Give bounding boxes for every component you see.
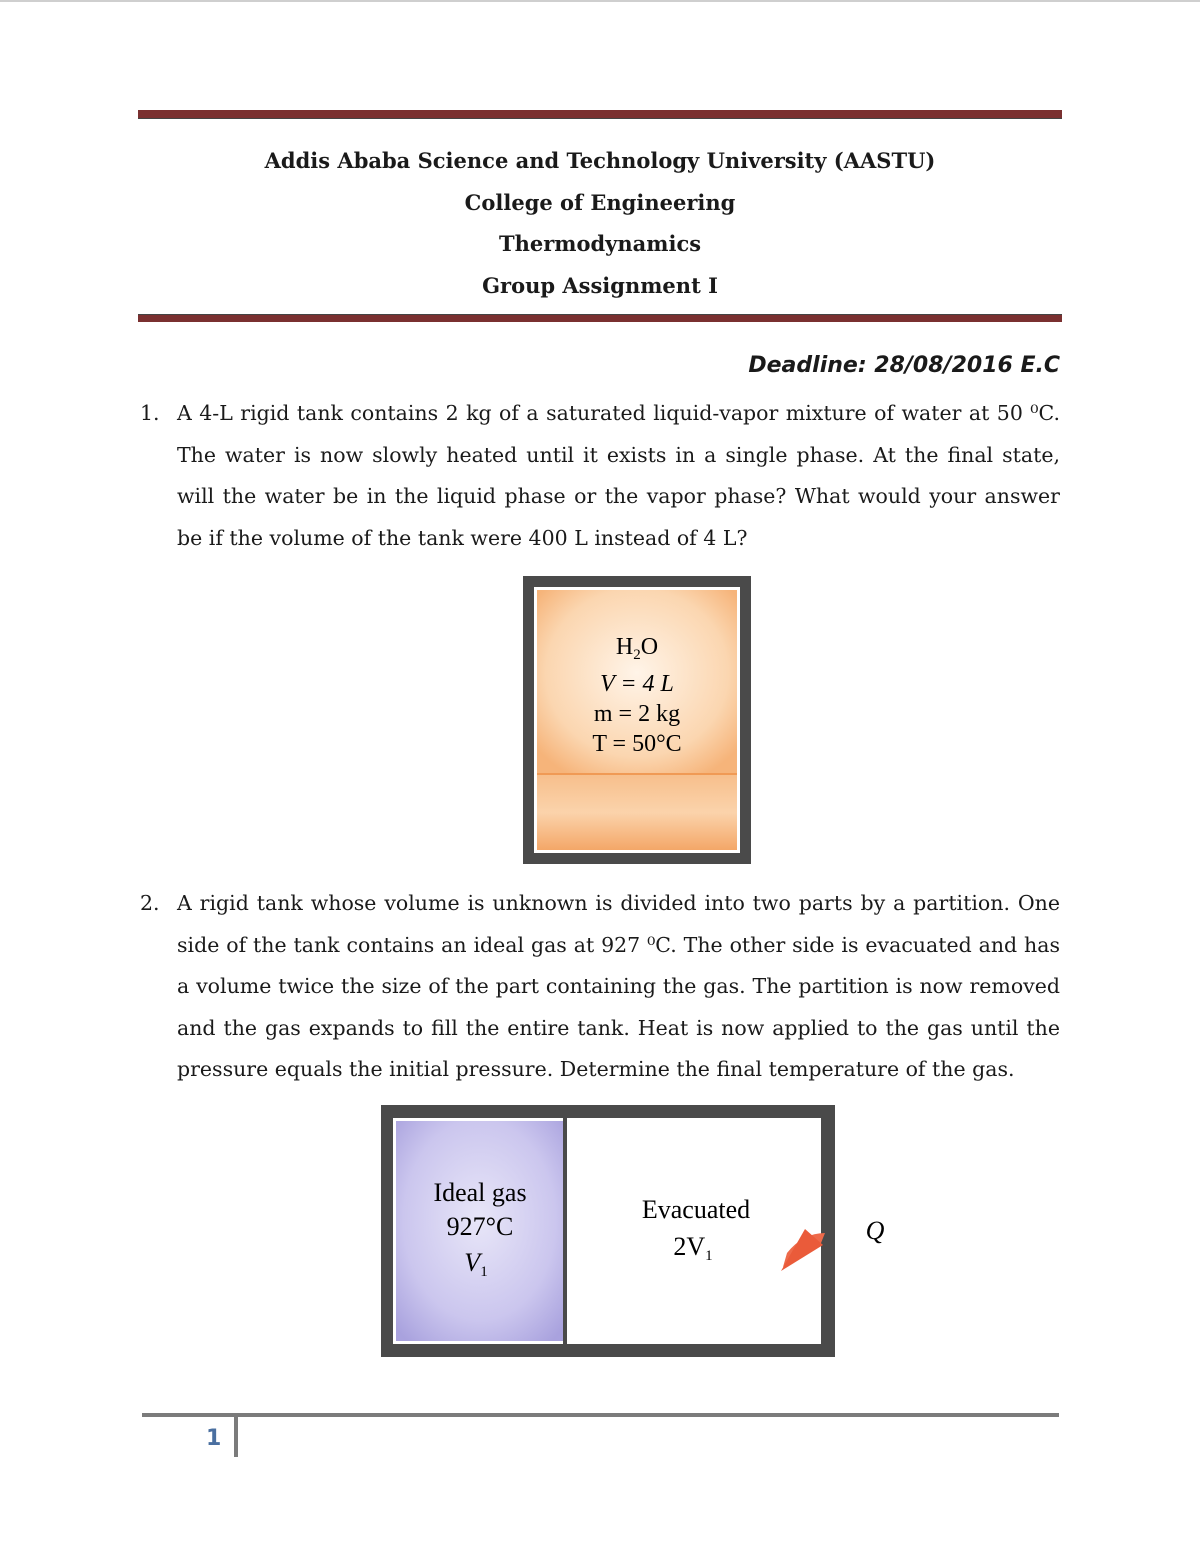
course-title: Thermodynamics: [498, 231, 702, 256]
question-number: 1.: [140, 401, 160, 425]
question-number: 2.: [140, 891, 160, 915]
h2o-label: $H_2O$: [615, 634, 659, 663]
university-title: Addis Ababa Science and Technology University (AASTU): [264, 148, 936, 173]
deadline: Deadline: 28/08/2016 E.C: [748, 353, 1060, 378]
volume-label: V = 4 L: [600, 671, 674, 697]
temperature-label: T = 50°C: [592, 731, 682, 757]
mass-label: m = 2 kg: [593, 701, 681, 727]
gas-label: Ideal gas: [433, 1178, 527, 1207]
figure-water-tank: [523, 576, 751, 864]
gas-temperature: 927°C: [446, 1212, 514, 1241]
evacuated-volume: 2V1: [673, 1232, 713, 1264]
header-bottom-rule: [138, 314, 1062, 322]
footer-rule: [142, 1413, 1059, 1417]
page-top-edge: [0, 0, 1200, 2]
question-text: A rigid tank whose volume is unknown is divided into two parts by a partition. One side of the tank contains an ideal gas at 927 ⁰C. The other side is evacuated and has a volume twice the size of the part containing the gas. The partition is now removed and the gas expands to fill the entire tank. Heat is now applied to the gas until the pressure equals the initial pressure. Determine the final temperature of the gas.: [177, 891, 1060, 1081]
heat-label: Q: [865, 1216, 885, 1245]
partition: [563, 1118, 567, 1344]
question-text: A 4-L rigid tank contains 2 kg of a saturated liquid-vapor mixture of water at 50 ⁰C. The water is now slowly heated until it exists in a single phase. At the final state, will the water be in the liquid phase or the vapor phase? What would your answer be if the volume of the tank were 400 L instead of 4 L?: [177, 401, 1060, 550]
question-1: [140, 393, 1060, 559]
header-top-rule: [138, 110, 1062, 119]
figure-partitioned-tank: [381, 1105, 901, 1357]
assignment-title: Group Assignment I: [482, 273, 718, 298]
question-2: [140, 883, 1060, 1091]
footer-divider: [234, 1413, 238, 1457]
gas-volume: V1: [464, 1248, 488, 1280]
evacuated-region: [567, 1121, 818, 1341]
page-number: 1: [206, 1426, 222, 1451]
college-title: College of Engineering: [464, 190, 736, 215]
evacuated-label: Evacuated: [641, 1195, 751, 1224]
liquid-region: [537, 775, 737, 850]
